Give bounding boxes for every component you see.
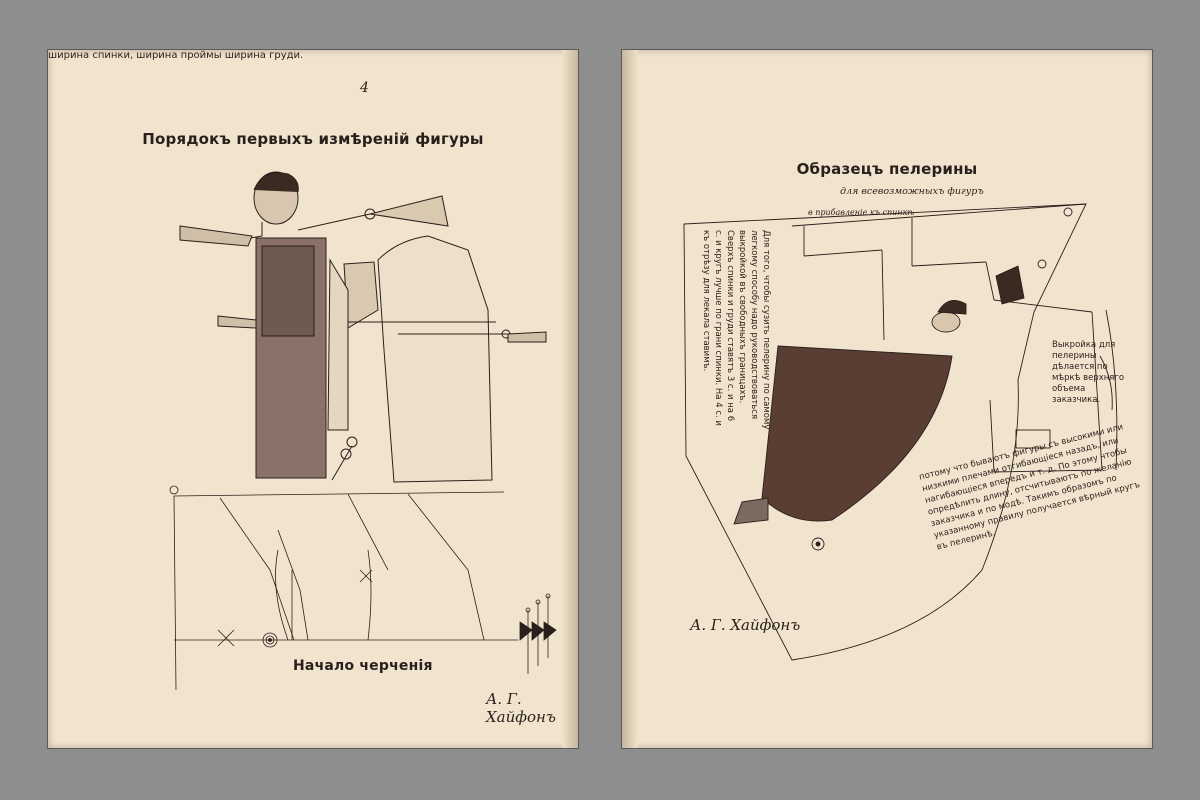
cape-side-note: Выкройка для пелерины дѣлается по мѣркѣ верхняго объема заказчика.: [1052, 340, 1125, 405]
left-page: [48, 50, 578, 748]
right-page-signature: А. Г. Хайфонъ: [690, 616, 801, 634]
page-number: 4: [360, 80, 369, 96]
cape-top-label: в прибавленіе къ спинкѣ: [808, 208, 915, 217]
drafting-diagram: [48, 50, 578, 748]
right-page: [622, 50, 1152, 748]
right-page-title: Образецъ пелерины: [796, 160, 978, 178]
cape-bottom-paragraph: потому что бываютъ фигуры съ высокими или низкими плечами отгибающіеся назадъ, или нагибающіеся впередъ и т. д. По этому чтобы опредѣлить длину, отсчитываютъ по желанію заказчика и по модѣ. Такимъ образомъ по указанному правилу получается вѣрный кругъ въ пелеринѣ.: [918, 422, 1142, 553]
left-page-signature: А. Г. Хайфонъ: [486, 690, 556, 726]
left-page-title: Порядокъ первыхъ измѣреній фигуры: [142, 130, 484, 148]
right-page-subtitle: для всевозможныхъ фигуръ: [840, 186, 984, 197]
left-page-caption: ширина спинки, ширина проймы ширина груди.: [48, 50, 304, 61]
cape-rotated-paragraph: Для того, чтобы сузить пелерину по самому легкому способу надо руководствоваться выкройкой въ свободныхъ границахъ. Сверхъ спинки и груди ставятъ 3 с. и на 6 с. и кругъ лучше по грани спинки. На 4 с. и къ отрѣзу для лекала ставимъ.: [701, 230, 771, 430]
left-page-subtitle: Начало черченія: [293, 658, 433, 674]
